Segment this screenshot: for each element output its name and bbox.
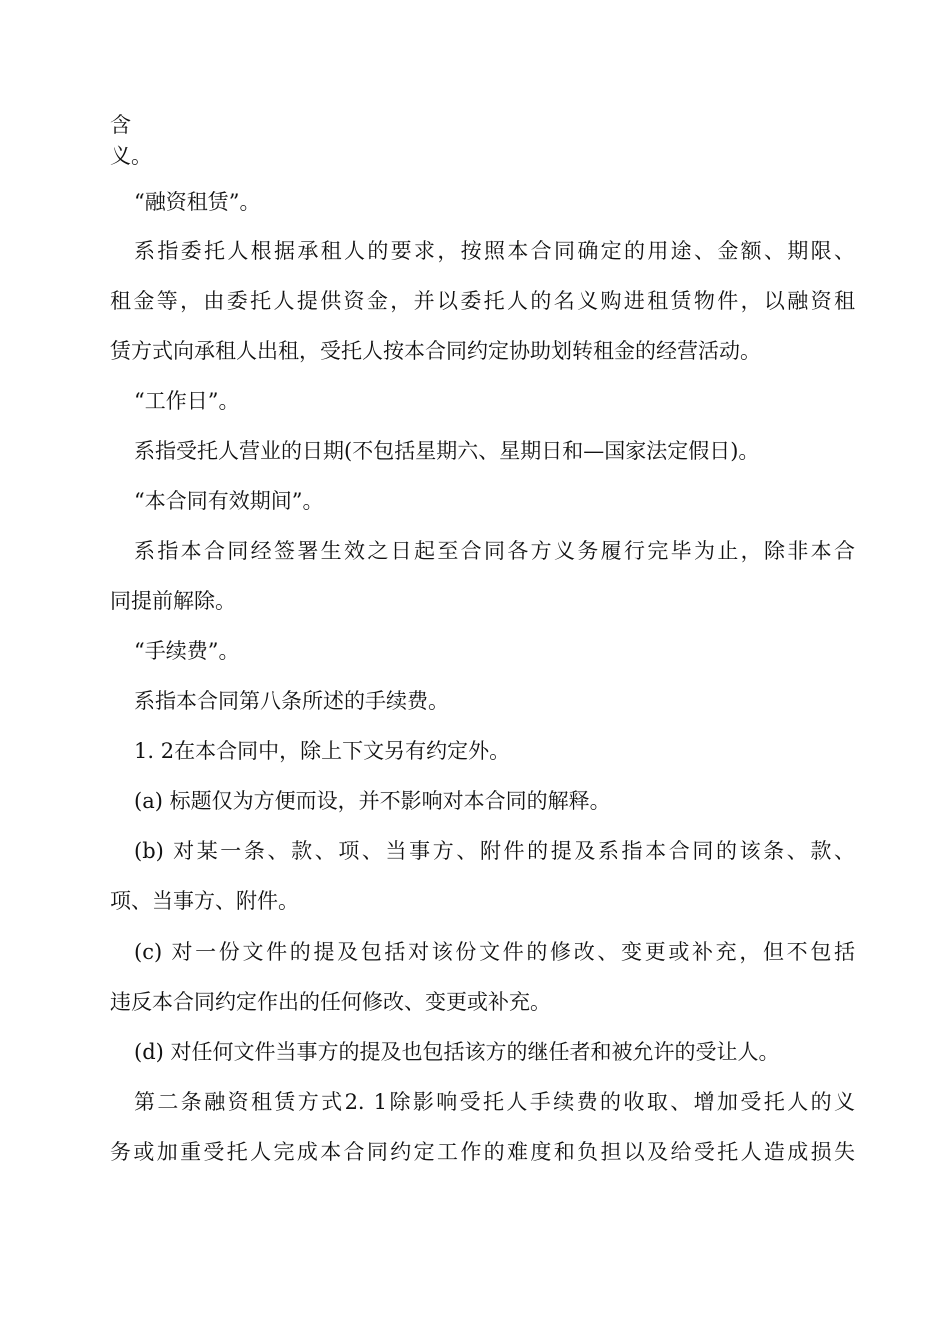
clause-1-2: 1. 2在本合同中，除上下文另有约定外。 (134, 739, 511, 763)
text-line-8: 系指受托人营业的日期(不包括星期六、星期日和—国家法定假日)。 (134, 439, 760, 463)
text-line-11: 同提前解除。 (110, 589, 236, 613)
text-line-22: 务或加重受托人完成本合同约定工作的难度和负担以及给受托人造成损失 (110, 1140, 855, 1164)
text-line-10: 系指本合同经签署生效之日起至合同各方义务履行完毕为止，除非本合 (134, 539, 855, 563)
term-heading-financing-lease: “融资租赁”。 (134, 190, 261, 214)
text-line-1: 含 (110, 113, 131, 137)
clause-item-d: (d) 对任何文件当事方的提及也包括该方的继任者和被允许的受让人。 (134, 1040, 780, 1064)
text-line-6: 赁方式向承租人出租，受托人按本合同约定协助划转租金的经营活动。 (110, 339, 761, 363)
text-line-17: 项、当事方、附件。 (110, 889, 299, 913)
term-heading-fee: “手续费”。 (134, 639, 240, 663)
text-line-5: 租金等，由委托人提供资金，并以委托人的名义购进租赁物件，以融资租 (110, 289, 855, 313)
clause-item-c: (c) 对一份文件的提及包括对该份文件的修改、变更或补充，但不包括 (134, 940, 855, 964)
text-line-2: 义。 (110, 144, 152, 168)
clause-item-a: (a) 标题仅为方便而设，并不影响对本合同的解释。 (134, 789, 611, 813)
text-line-13: 系指本合同第八条所述的手续费。 (134, 689, 449, 713)
text-line-4: 系指委托人根据承租人的要求，按照本合同确定的用途、金额、期限、 (134, 239, 855, 263)
article-2-heading: 第二条融资租赁方式2. 1除影响受托人手续费的收取、增加受托人的义 (134, 1090, 855, 1114)
term-heading-validity-period: “本合同有效期间”。 (134, 489, 324, 513)
text-line-19: 违反本合同约定作出的任何修改、变更或补充。 (110, 990, 551, 1014)
clause-item-b: (b) 对某一条、款、项、当事方、附件的提及系指本合同的该条、款、 (134, 839, 855, 863)
term-heading-working-day: “工作日”。 (134, 389, 240, 413)
